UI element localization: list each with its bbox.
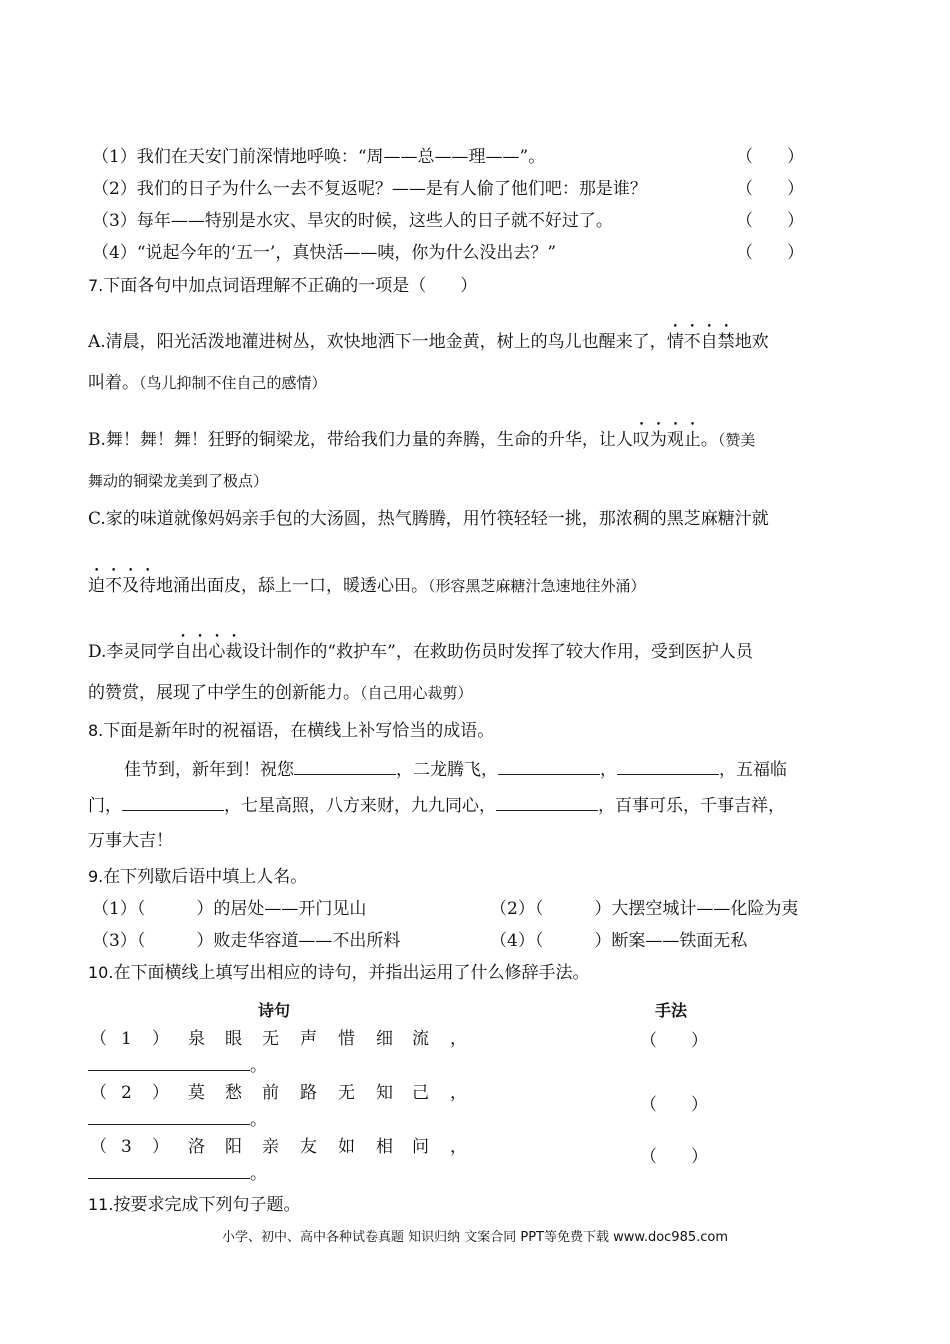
q10-method-paren-3[interactable]: （ ） (640, 1147, 708, 1167)
q9-item-1: （1）（ ）的居处——开门见山 (92, 899, 367, 919)
q7-option-d-line1: D.李灵同学自出心裁设计制作的“救护车”，在救助伤员时发挥了较大作用，受到医护人员 (88, 642, 753, 662)
q10-number: 10. (88, 963, 114, 982)
row-char: ， (450, 1029, 467, 1049)
row-char: 无 (338, 1083, 355, 1103)
row-char: （ (90, 1137, 107, 1157)
page-footer: 小学、初中、高中各种试卷真题 知识归纳 文案合同 PPT等免费下载 www.doc985.com (221, 1230, 729, 1245)
q9-item-3: （3）（ ）败走华容道——不出所料 (92, 931, 401, 951)
row-char: 莫 (188, 1083, 205, 1103)
q8-title: 8.下面是新年时的祝福语，在横线上补写恰当的成语。 (88, 721, 495, 741)
q10-row-3-line: 。 (88, 1160, 267, 1185)
row-char: 洛 (188, 1137, 205, 1157)
row-char: 相 (376, 1137, 393, 1157)
q10-method-paren-1[interactable]: （ ） (640, 1031, 708, 1051)
q9-number: 9. (88, 867, 104, 886)
row-char: 2 (121, 1083, 132, 1103)
answer-blank[interactable] (88, 1106, 250, 1125)
row-char: 声 (300, 1029, 317, 1049)
row-char: 阳 (225, 1137, 242, 1157)
q7-option-c-line2: 迫不及待地涌出面皮，舔上一口，暖透心田。（形容黑芝麻糖汁急速地往外涌） (88, 576, 646, 596)
row-char: 细 (376, 1029, 393, 1049)
q8-line3: 万事大吉！ (88, 831, 173, 851)
row-char: ， (450, 1137, 467, 1157)
q8-line2: 门， ，七星高照，八方来财，九九同心， ，百事可乐，千事吉祥， (88, 792, 785, 817)
row-char: ） (152, 1137, 169, 1157)
row-char: 知 (376, 1083, 393, 1103)
row-char: 惜 (338, 1029, 355, 1049)
q8-line1: 佳节到，新年到！祝您 ，二龙腾飞， ， ，五福临 (124, 756, 787, 781)
answer-blank[interactable] (498, 756, 600, 775)
q10-title: 10.在下面横线上填写出相应的诗句，并指出运用了什么修辞手法。 (88, 963, 590, 983)
q7-option-a-line2: 叫着。（鸟儿抑制不住自己的感情） (88, 373, 327, 393)
emphasized-phrase: 迫不及待 (88, 576, 156, 596)
q10-row-2-line: 。 (88, 1106, 267, 1131)
row-char: 1 (121, 1029, 132, 1049)
q7-option-b-line1: B.舞！舞！舞！狂野的铜梁龙，带给我们力量的奔腾，生命的升华，让人叹为观止。（赞美 (88, 430, 756, 450)
row-char: 无 (262, 1029, 279, 1049)
q6-answer-paren-3[interactable]: （ ） (736, 211, 804, 231)
row-char: 眼 (225, 1029, 242, 1049)
emphasized-phrase: 情不自禁 (666, 332, 735, 352)
column-header-poem: 诗句 (258, 1001, 291, 1020)
row-char: 路 (300, 1083, 317, 1103)
row-char: ） (152, 1029, 169, 1049)
q6-item-1: （1）我们在天安门前深情地呼唤：“周——总——理——”。 (92, 147, 546, 167)
q6-answer-paren-2[interactable]: （ ） (736, 179, 804, 199)
q8-number: 8. (88, 721, 104, 740)
row-char: 如 (338, 1137, 355, 1157)
emphasized-phrase: 自出心裁 (174, 642, 243, 662)
row-char: 问 (412, 1137, 429, 1157)
q7-title: 7.下面各句中加点词语理解不正确的一项是（ ） (88, 276, 478, 296)
q7-option-b-line2: 舞动的铜梁龙美到了极点） (88, 472, 269, 490)
q11-title: 11.按要求完成下列句子题。 (88, 1195, 301, 1215)
q7-option-d-line2: 的赞赏，展现了中学生的创新能力。（自己用心裁剪） (88, 683, 473, 703)
row-char: 己 (412, 1083, 429, 1103)
emphasized-phrase: 叹为观止 (632, 430, 701, 450)
q7-option-c-line1: C.家的味道就像妈妈亲手包的大汤圆，热气腾腾，用竹筷轻轻一挑，那浓稠的黑芝麻糖汁就 (88, 509, 769, 529)
column-header-method: 手法 (655, 1001, 688, 1020)
q9-item-2: （2）（ ）大摆空城计——化险为夷 (490, 899, 799, 919)
q9-item-4: （4）（ ）断案——铁面无私 (490, 931, 748, 951)
row-char: 前 (262, 1083, 279, 1103)
row-char: 愁 (225, 1083, 242, 1103)
row-char: 流 (412, 1029, 429, 1049)
q6-item-2: （2）我们的日子为什么一去不复返呢？——是有人偷了他们吧：那是谁？ (92, 179, 647, 199)
q9-title: 9.在下列歇后语中填上人名。 (88, 867, 308, 887)
answer-blank[interactable] (617, 756, 719, 775)
q7-option-a-line1: A.清晨，阳光活泼地灌进树丛，欢快地洒下一地金黄，树上的鸟儿也醒来了，情不自禁地欢 (88, 332, 769, 352)
q6-answer-paren-4[interactable]: （ ） (736, 243, 804, 263)
answer-blank[interactable] (496, 792, 598, 811)
row-char: （ (90, 1029, 107, 1049)
answer-blank[interactable] (294, 756, 396, 775)
row-char: （ (90, 1083, 107, 1103)
row-char: 泉 (188, 1029, 205, 1049)
row-char: ） (152, 1083, 169, 1103)
row-char: 亲 (262, 1137, 279, 1157)
row-char: ， (450, 1083, 467, 1103)
q6-answer-paren-1[interactable]: （ ） (736, 147, 804, 167)
q11-number: 11. (88, 1195, 114, 1214)
row-char: 友 (300, 1137, 317, 1157)
q6-item-4: （4）“说起今年的‘五一’，真快活——咦，你为什么没出去？” (92, 243, 557, 263)
answer-blank[interactable] (88, 1160, 250, 1179)
answer-blank[interactable] (88, 1052, 250, 1071)
row-char: 3 (121, 1137, 132, 1157)
q10-row-1-line: 。 (88, 1052, 267, 1077)
q6-item-3: （3）每年——特别是水灾、旱灾的时候，这些人的日子就不好过了。 (92, 211, 613, 231)
q10-method-paren-2[interactable]: （ ） (640, 1095, 708, 1115)
q7-number: 7. (88, 276, 104, 295)
answer-blank[interactable] (122, 792, 224, 811)
